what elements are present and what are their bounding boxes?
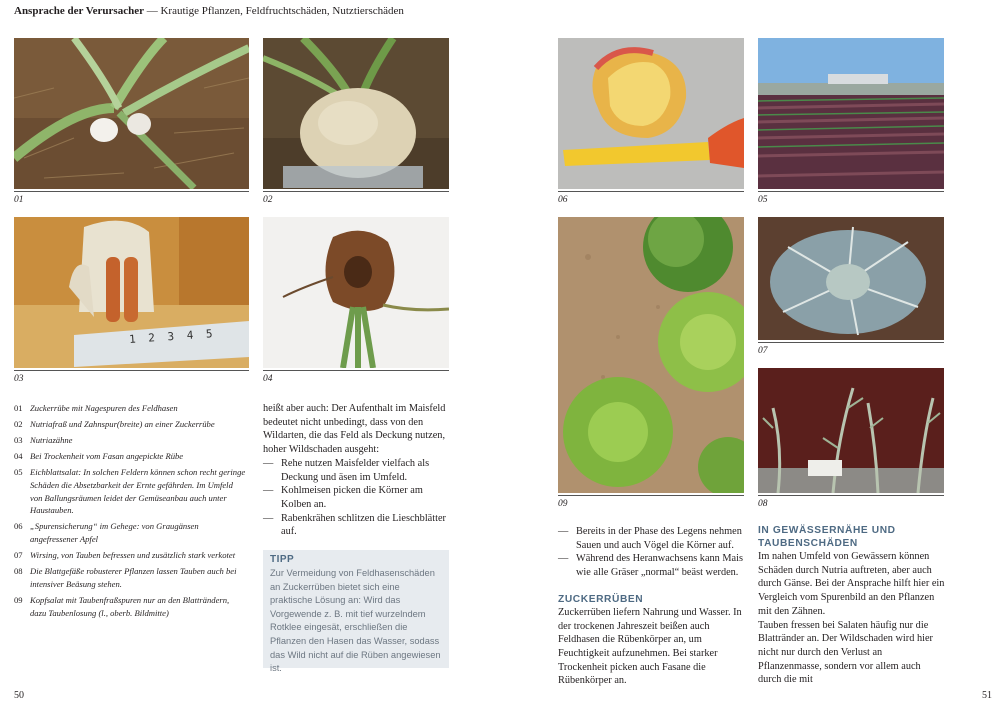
photo-number-09: 09 [558, 499, 568, 509]
photo-09-head-lettuce [558, 217, 744, 493]
caption-item: 03 Nutriazähne [14, 434, 73, 445]
photo-number-03: 03 [14, 374, 24, 384]
photo-03-nutria-skull [14, 217, 249, 368]
body-text-left-page [263, 402, 451, 539]
tip-title: TIPP [270, 554, 295, 565]
caption-item: 04 Bei Trockenheit vom Fasan angepickte Rübe [14, 450, 184, 461]
photo-06-apple [558, 38, 744, 189]
caption-item: 08 Die Blattgefäße robusterer Pflanzen lassen Tauben auch bei intensiver Beäsung stehen. [14, 566, 237, 589]
caption-item: 02 Nutriafraß und Zahnspur(breite) an einer Zuckerrübe [14, 418, 215, 429]
running-header [14, 5, 404, 17]
list-item: — Kohlmeisen picken die Körner am Kolben an. [263, 485, 423, 510]
body-paragraph: heißt aber auch: Der Aufenthalt im Maisfeld bedeutet nicht unbedingt, dass von den Wildarten, die das Feld als Deckung nutzen, hoher Wildschaden ausgeht: [263, 403, 446, 456]
list-item: — Während des Heranwachsens kann Mais wie alle Gräser „normal“ beäst werden. [558, 553, 743, 579]
header-subtitle: Krautige Pflanzen, Feldfruchtschäden, Nutztierschäden [160, 5, 404, 17]
caption-item: 05 Eichblattsalat: In solchen Feldern können schon recht geringe Schäden die Absetzbarkeit der Ernte gefährden. Im Umfeld von Ballungsräumen leidet der Gemüseanbau auch unter Haustauben. [14, 466, 246, 516]
list-item: — Rabenkrähen schlitzen die Lieschblätter auf. [263, 512, 446, 538]
page-number-right: 51 [982, 690, 992, 701]
body-paragraph: Zuckerrüben liefern Nahrung und Wasser. In der trockenen Jahreszeit beißen auch Feldhasen die Rübenkörper an, um Feuchtigkeit aufzunehmen. Bei starker Trockenheit picken auch Fasane die Rübenkörper an. [558, 606, 742, 687]
page-number-left: 50 [14, 690, 24, 701]
caption-item: 09 Kopfsalat mit Taubenfraßspuren nur an den Blatträndern, dazu Taubenlosung (l., oberb. Bildmitte) [14, 594, 230, 618]
tip-box [263, 550, 449, 674]
photo-02-beet-nutria [263, 38, 449, 189]
body-text-right-col1 [558, 525, 746, 688]
photo-04-beet-pheasant [263, 217, 449, 368]
header-title: Ansprache der Verursacher [14, 5, 144, 17]
caption-list [14, 402, 246, 623]
section-heading-water-pigeons [758, 524, 946, 550]
tip-text: Zur Vermeidung von Feldhasenschäden an Zuckerrüben bietet sich eine praktische Lösung an: Wird das Vorgewende z. B. mit tief wurzelndem Rotklee eingesät, erschließen die Pflanzen den Hasen das Wasser, sodass das Wild nicht auf die Rüben angewiesen ist. [270, 568, 441, 674]
caption-item: 07 Wirsing, von Tauben befressen und zusätzlich stark verkotet [14, 550, 236, 561]
ruler-digits: 1 2 3 4 5 [128, 326, 216, 347]
photo-number-01: 01 [14, 195, 24, 205]
photo-number-06: 06 [558, 195, 568, 205]
photo-number-08: 08 [758, 499, 768, 509]
photo-number-02: 02 [263, 195, 273, 205]
photo-number-04: 04 [263, 374, 273, 384]
body-paragraph: Im nahen Umfeld von Gewässern können Schäden durch Nutria auftreten, aber auch durch Gänse. Bei der Ansprache hilft hier ein Vergleich vom Spurenbild an den Pflanzen mit den Zähnen. [758, 551, 945, 617]
section-heading-sugar-beets: ZUCKERRÜBEN [558, 593, 644, 605]
photo-05-lettuce-field [758, 38, 944, 189]
photo-number-07: 07 [758, 346, 768, 356]
photo-08-plant-stems [758, 368, 944, 493]
caption-item: 01 Zuckerrübe mit Nagespuren des Feldhasen [14, 403, 178, 413]
section-heading-line-2: TAUBENSCHÄDEN [758, 538, 858, 549]
header-dash: — [146, 5, 158, 17]
body-text-right-col2 [758, 524, 946, 687]
body-paragraph: Tauben fressen bei Salaten häufig nur die Blattränder an. Der Wildschaden wird hier nicht nur durch den Verlust an Pflanzenmasse, sondern vor allem auch durch die mit [758, 619, 933, 686]
photo-01-sugar-beet-hare [14, 38, 249, 189]
section-heading-line-1: IN GEWÄSSERNÄHE UND [758, 525, 896, 536]
photo-07-savoy-cabbage [758, 217, 944, 340]
caption-item: 06 „Spurensicherung“ im Gehege: von Graugänsen angefressener Apfel [14, 521, 199, 545]
list-item: — Bereits in der Phase des Legens nehmen Sauen und auch Vögel die Körner auf. [558, 526, 742, 551]
photo-number-05: 05 [758, 195, 768, 205]
list-item: — Rehe nutzen Maisfelder vielfach als Deckung und äsen im Umfeld. [263, 457, 430, 483]
